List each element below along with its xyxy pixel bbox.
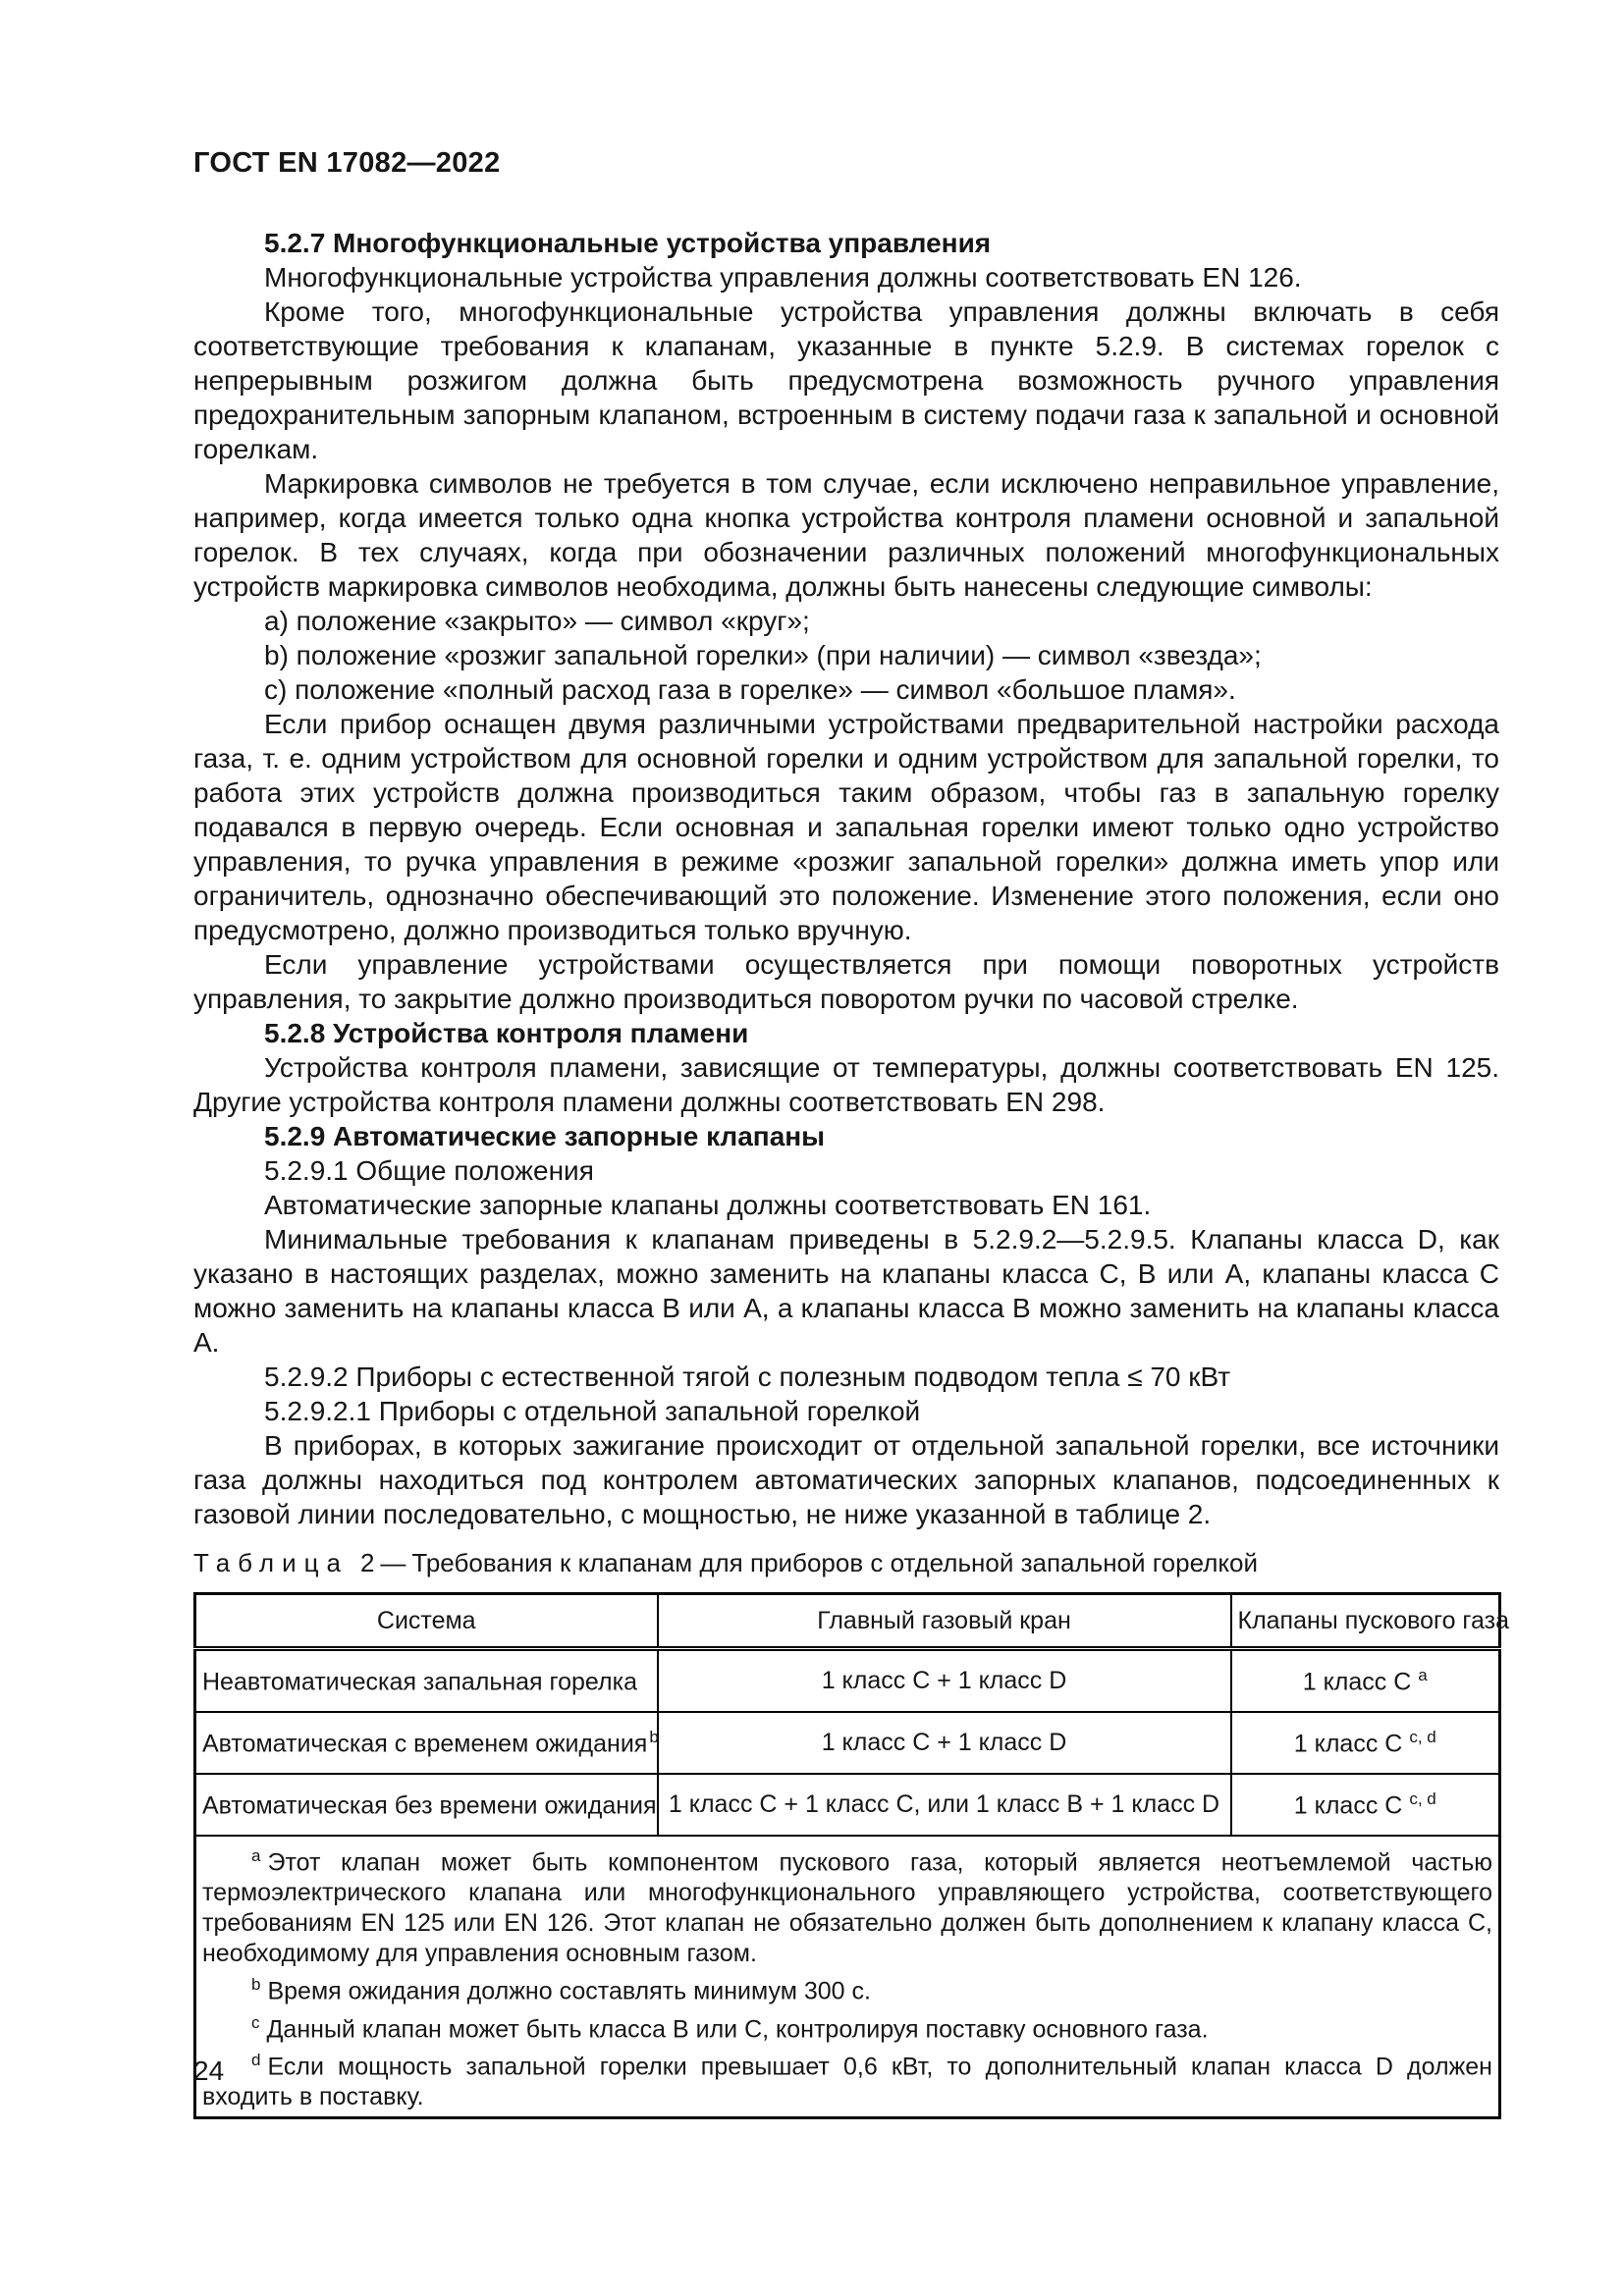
column-header-pilot-valve: Клапаны пускового газа [1231,1594,1500,1649]
section-heading-5-2-8: 5.2.8 Устройства контроля пламени [264,1018,749,1048]
paragraph: Если прибор оснащен двумя различными устройствами предварительной настройки расхода газа, т. е. одним устройством для основной горелки и одним устройством для запальной горелки, то работа этих устройств должна производиться таким образом, чтобы газ в запальную горелку подавался в первую очередь. Если основная и запальная горелки имеют только одно устройство управления, то ручка управления в режиме «розжиг запальной горелки» должна иметь упор или ограничитель, однозначно обеспечивающий это положение. Изменение этого положения, если оно предусмотрено, должно производиться только вручную. [193,709,1499,945]
paragraph: В приборах, в которых зажигание происходит от отдельной запальной горелки, все источники газа должны находиться под контролем автоматических запорных клапанов, подсоединенных к газовой линии последовательно, с мощностью, не ниже указанной в таблице 2. [193,1430,1499,1529]
table-caption-label: Таблица [193,1548,349,1577]
paragraph: Маркировка символов не требуется в том случае, если исключено неправильное управление, например, когда имеется только одна кнопка устройства контроля пламени основной и запальной горелок. В тех случаях, когда при обозначении различных положений многофункциональных устройств маркировка символов необходима, должны быть нанесены следующие символы: [193,468,1499,602]
subsection-heading-5-2-9-1: 5.2.9.1 Общие положения [264,1155,594,1186]
subsection-heading-5-2-9-2-1: 5.2.9.2.1 Приборы с отдельной запальной горелкой [264,1396,921,1426]
paragraph: Минимальные требования к клапанам приведены в 5.2.9.2—5.2.9.5. Клапаны класса D, как указано в настоящих разделах, можно заменить на клапаны класса C, B или A, клапаны класса C можно заменить на клапаны класса B или A, а клапаны класса B можно заменить на клапаны класса A. [193,1224,1499,1358]
list-item-b: b) положение «розжиг запальной горелки» (при наличии) — символ «звезда»; [264,640,1262,670]
valve-requirements-table [193,1592,1509,2119]
paragraph: Устройства контроля пламени, зависящие от температуры, должны соответствовать EN 125. Другие устройства контроля пламени должны соответствовать EN 298. [193,1052,1499,1117]
table-caption-number: 2 [359,1548,375,1577]
list-item-c: c) положение «полный расход газа в горелке» — символ «большое пламя». [264,674,1236,705]
cell-system: Неавтоматическая запальная горелка [195,1649,658,1713]
list-item-a: a) положение «закрыто» — символ «круг»; [264,606,810,636]
table-caption [193,1547,1499,1579]
document-header: ГОСТ EN 17082—2022 [193,147,501,179]
cell-system: Автоматическая без времени ожидания [195,1774,658,1836]
table-footnote-a: $^a$ Этот клапан может быть компонентом пускового газа, который является неотъемлемой частью термоэлектрического клапана или многофункционального управляющего устройства, соответствующего требованиям EN 125 или EN 126. Этот клапан не обязательно должен быть дополнением к клапану класса C, необходимому для управления основным газом. [202,1846,1492,1968]
paragraph: Кроме того, многофункциональные устройства управления должны включать в себя соответствующие требования к клапанам, указанные в пункте 5.2.9. В системах горелок с непрерывным розжигом должна быть предусмотрена возможность ручного управления предохранительным запорным клапаном, встроенным в систему подачи газа к запальной и основной горелкам. [193,296,1499,464]
page-number: 24 [193,2056,225,2086]
section-heading-5-2-9: 5.2.9 Автоматические запорные клапаны [264,1121,826,1151]
cell-system: Автоматическая с временем ожидания $^b$ [195,1712,658,1774]
cell-pilot-valve: 1 класс C $^{c, d}$ [1231,1774,1500,1836]
table-row [195,1774,1500,1836]
table-caption-text: Требования к клапанам для приборов с отдельной запальной горелкой [411,1548,1259,1577]
cell-main-valve: 1 класс C + 1 класс D [658,1649,1231,1713]
table-row [195,1649,1500,1713]
table-footnote-b: $^b$ Время ожидания должно составлять минимум 300 с. [251,1975,871,2005]
paragraph: Автоматические запорные клапаны должны соответствовать EN 161. [264,1190,1152,1220]
paragraph: Если управление устройствами осуществляется при помощи поворотных устройств управления, то закрытие должно производиться поворотом ручки по часовой стрелке. [193,949,1499,1014]
table-footnote-d: $^d$ Если мощность запальной горелки превышает 0,6 кВт, то дополнительный клапан класса D должен входить в поставку. [202,2050,1492,2111]
section-heading-5-2-7: 5.2.7 Многофункциональные устройства управления [264,228,992,258]
cell-main-valve: 1 класс C + 1 класс D [658,1712,1231,1774]
column-header-system: Система [195,1594,658,1649]
table-caption-dash: — [380,1548,406,1577]
table-row [195,1712,1500,1774]
column-header-main-valve: Главный газовый кран [658,1594,1231,1649]
table-footnote-c: $^c$ Данный клапан может быть класса B или C, контролируя поставку основного газа. [251,2012,1209,2043]
cell-pilot-valve: 1 класс C $^a$ [1231,1649,1500,1713]
cell-pilot-valve: 1 класс C $^{c, d}$ [1231,1712,1500,1774]
cell-main-valve: 1 класс C + 1 класс C, или 1 класс B + 1 класс D [658,1774,1231,1836]
document-page-content [193,147,1509,2119]
subsection-heading-5-2-9-2: 5.2.9.2 Приборы с естественной тягой с полезным подводом тепла ≤ 70 кВт [264,1362,1231,1392]
table-header-row [195,1594,1500,1649]
table-footnotes-row [195,1836,1500,2118]
table-footnotes-cell [195,1836,1500,2118]
paragraph: Многофункциональные устройства управления должны соответствовать EN 126. [264,262,1302,293]
